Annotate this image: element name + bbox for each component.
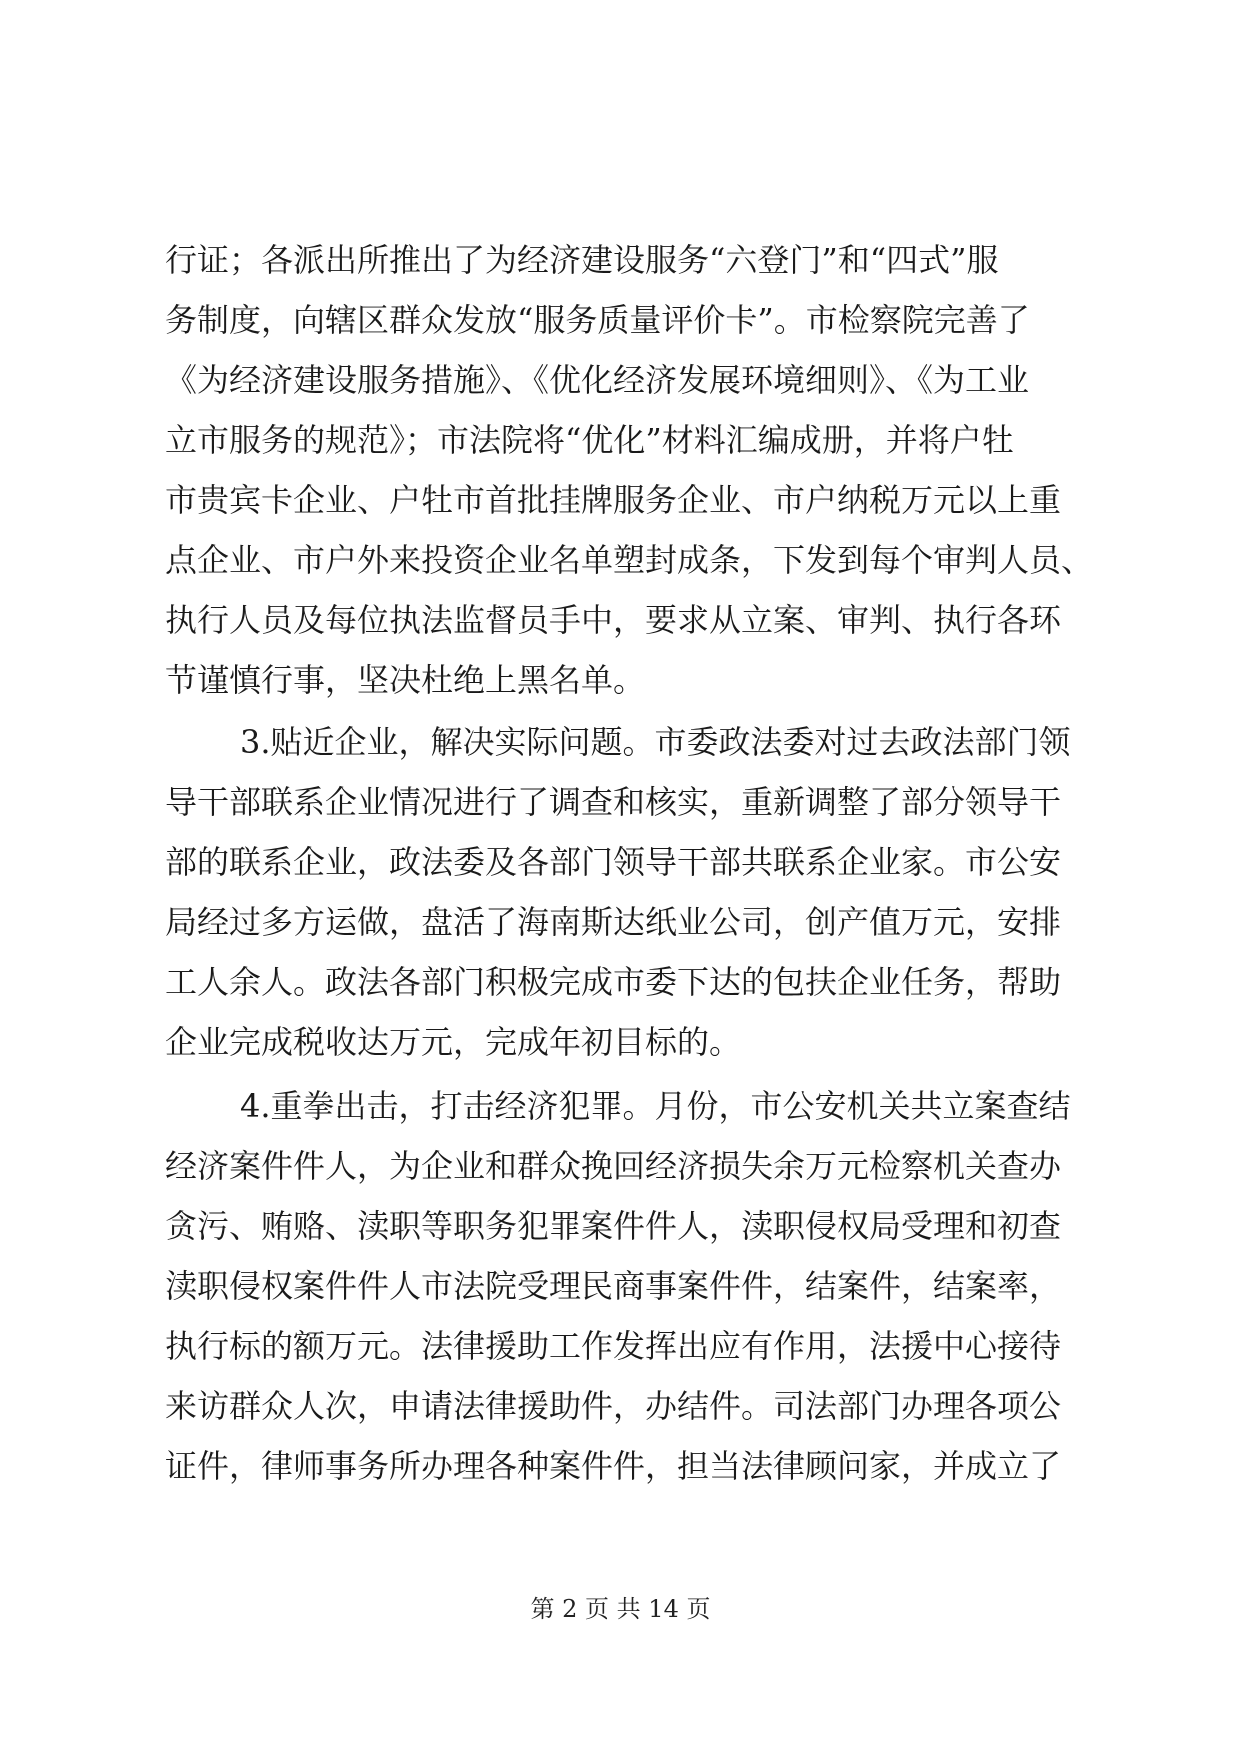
paragraph-3-line-5: 执行标的额万元。法律援助工作发挥出应有作用，法援中心接待	[165, 1327, 1062, 1365]
paragraph-1-line-3: 《为经济建设服务措施》、《优化经济发展环境细则》、《为工业	[165, 361, 1030, 399]
paragraph-3-line-6: 来访群众人次，申请法律援助件，办结件。司法部门办理各项公	[165, 1387, 1062, 1425]
paragraph-3-line-7: 证件，律师事务所办理各种案件件，担当法律顾问家，并成立了	[165, 1447, 1062, 1485]
paragraph-1-line-8: 节谨慎行事，坚决杜绝上黑名单。	[165, 661, 646, 699]
paragraph-2-line-6: 企业完成税收达万元，完成年初目标的。	[165, 1023, 742, 1061]
paragraph-2-line-5: 工人余人。政法各部门积极完成市委下达的包扶企业任务，帮助	[165, 963, 1062, 1001]
paragraph-1-line-6: 点企业、市户外来投资企业名单塑封成条，下发到每个审判人员、	[165, 541, 1094, 579]
paragraph-2-line-1: 3.贴近企业，解决实际问题。市委政法委对过去政法部门领	[240, 723, 1071, 761]
paragraph-2-line-2: 导干部联系企业情况进行了调查和核实，重新调整了部分领导干	[165, 783, 1062, 821]
paragraph-3-line-1: 4.重拳出击，打击经济犯罪。月份，市公安机关共立案查结	[240, 1087, 1071, 1125]
paragraph-1-line-4: 立市服务的规范》；市法院将“优化”材料汇编成册，并将户牡	[165, 421, 1014, 459]
paragraph-1-line-7: 执行人员及每位执法监督员手中，要求从立案、审判、执行各环	[165, 601, 1062, 639]
paragraph-3-line-2: 经济案件件人，为企业和群众挽回经济损失余万元检察机关查办	[165, 1147, 1062, 1185]
paragraph-3-line-3: 贪污、贿赂、渎职等职务犯罪案件件人，渎职侵权局受理和初查	[165, 1207, 1062, 1245]
page-number-footer: 第 2 页 共 14 页	[530, 1595, 711, 1623]
paragraph-1-line-5: 市贵宾卡企业、户牡市首批挂牌服务企业、市户纳税万元以上重	[165, 481, 1062, 519]
paragraph-2-line-4: 局经过多方运做，盘活了海南斯达纸业公司，创产值万元，安排	[165, 903, 1062, 941]
paragraph-1-line-1: 行证；各派出所推出了为经济建设服务“六登门”和“四式”服	[165, 241, 999, 279]
paragraph-2-line-3: 部的联系企业，政法委及各部门领导干部共联系企业家。市公安	[165, 843, 1062, 881]
paragraph-1-line-2: 务制度，向辖区群众发放“服务质量评价卡”。市检察院完善了	[165, 301, 1030, 339]
paragraph-3-line-4: 渎职侵权案件件人市法院受理民商事案件件，结案件，结案率，	[165, 1267, 1062, 1305]
